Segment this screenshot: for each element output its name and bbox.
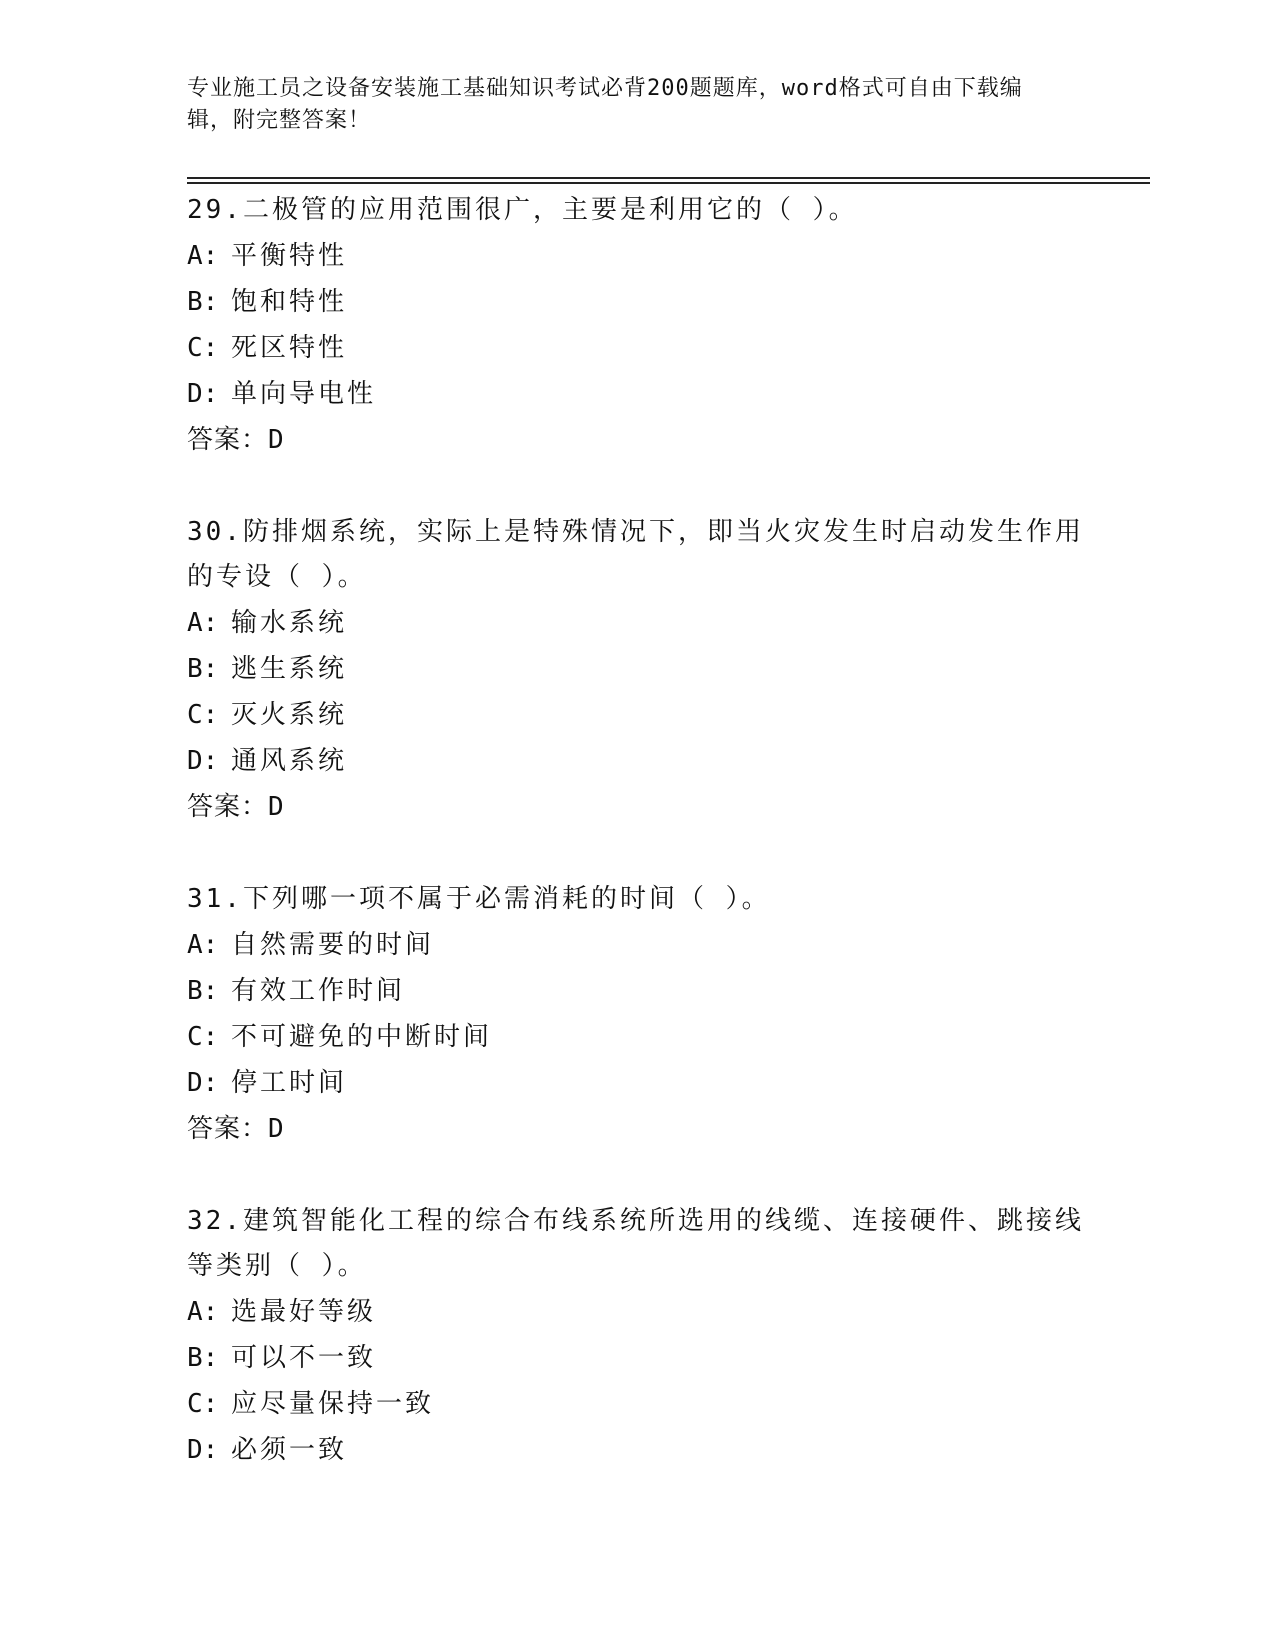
option-text: 应尽量保持一致: [231, 1389, 435, 1419]
option-b: [187, 1335, 1087, 1381]
option-text: 输水系统: [231, 608, 348, 638]
question-number: 30.: [187, 517, 243, 547]
option-b: [187, 646, 1087, 692]
option-letter: B:: [187, 1343, 219, 1373]
option-a: [187, 600, 1087, 646]
option-text: 平衡特性: [231, 241, 348, 271]
answer-line: 答案：D: [187, 792, 285, 822]
option-b: [187, 968, 1087, 1014]
option-d: [187, 1060, 1087, 1106]
question-list: [187, 188, 1087, 1520]
option-letter: D:: [187, 1435, 219, 1465]
option-letter: C:: [187, 333, 219, 363]
option-text: 不可避免的中断时间: [231, 1022, 493, 1052]
option-text: 单向导电性: [231, 379, 377, 409]
question-29: [187, 188, 1087, 463]
option-letter: A:: [187, 241, 219, 271]
question-stem: 防排烟系统，实际上是特殊情况下，即当火灾发生时启动发生作用的专设（ ）。: [187, 517, 1084, 592]
option-a: [187, 922, 1087, 968]
option-d: [187, 371, 1087, 417]
option-c: [187, 692, 1087, 738]
option-text: 选最好等级: [231, 1297, 377, 1327]
option-a: [187, 233, 1087, 279]
header-divider-bottom: [187, 182, 1150, 184]
question-stem: 建筑智能化工程的综合布线系统所选用的线缆、连接硬件、跳接线等类别（ ）。: [187, 1206, 1084, 1281]
question-text: [187, 1199, 1087, 1289]
question-stem: 下列哪一项不属于必需消耗的时间（ ）。: [242, 884, 771, 914]
question-32: [187, 1199, 1087, 1473]
option-b: [187, 279, 1087, 325]
question-number: 31.: [187, 884, 243, 914]
option-letter: D:: [187, 379, 219, 409]
option-text: 饱和特性: [231, 287, 348, 317]
option-text: 死区特性: [231, 333, 348, 363]
option-text: 灭火系统: [231, 700, 348, 730]
question-30: [187, 510, 1087, 830]
question-number: 29.: [187, 195, 243, 225]
option-d: [187, 1427, 1087, 1473]
option-text: 逃生系统: [231, 654, 348, 684]
option-c: [187, 1014, 1087, 1060]
option-text: 通风系统: [231, 746, 348, 776]
document-header: 专业施工员之设备安装施工基础知识考试必背200题题库，word格式可自由下载编辑，附完整答案！: [187, 76, 1023, 133]
option-letter: C:: [187, 1022, 219, 1052]
question-text: [187, 510, 1087, 600]
option-letter: B:: [187, 976, 219, 1006]
header-divider-top: [187, 177, 1150, 179]
question-stem: 二极管的应用范围很广，主要是利用它的（ ）。: [242, 195, 858, 225]
option-a: [187, 1289, 1087, 1335]
option-letter: C:: [187, 1389, 219, 1419]
option-letter: A:: [187, 608, 219, 638]
answer-line: 答案：D: [187, 425, 285, 455]
option-text: 停工时间: [231, 1068, 348, 1098]
option-c: [187, 1381, 1087, 1427]
option-letter: B:: [187, 654, 219, 684]
question-number: 32.: [187, 1206, 243, 1236]
option-letter: A:: [187, 930, 219, 960]
question-31: [187, 877, 1087, 1152]
option-letter: D:: [187, 746, 219, 776]
option-text: 有效工作时间: [231, 976, 406, 1006]
option-d: [187, 738, 1087, 784]
question-text: [187, 877, 1087, 922]
option-text: 可以不一致: [231, 1343, 377, 1373]
option-letter: C:: [187, 700, 219, 730]
answer-line: 答案：D: [187, 1114, 285, 1144]
option-letter: D:: [187, 1068, 219, 1098]
option-letter: B:: [187, 287, 219, 317]
option-letter: A:: [187, 1297, 219, 1327]
option-text: 自然需要的时间: [231, 930, 435, 960]
option-c: [187, 325, 1087, 371]
option-text: 必须一致: [231, 1435, 348, 1465]
question-text: [187, 188, 1087, 233]
